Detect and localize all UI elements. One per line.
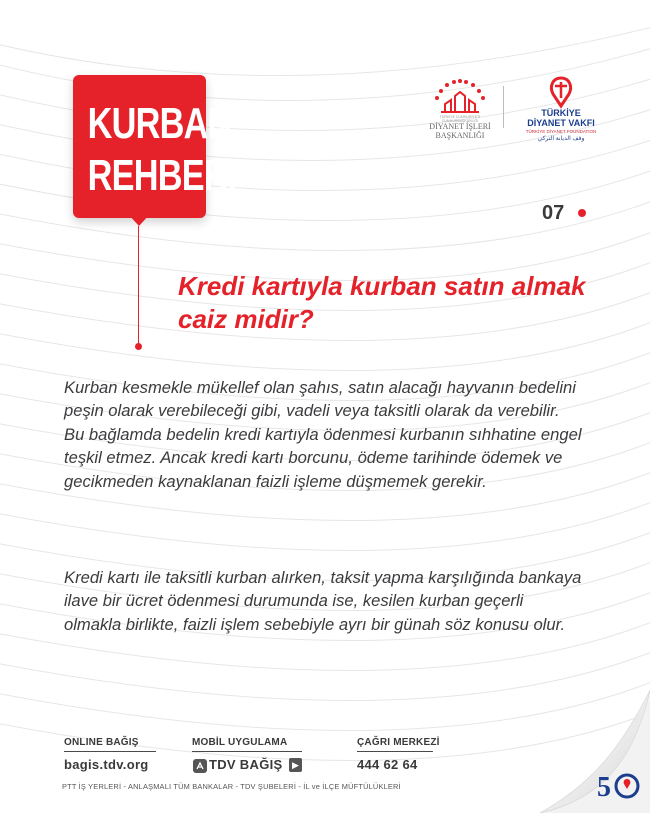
answer-paragraph-1: Kurban kesmekle mükellef olan şahıs, satın alacağı hayvanın bedelini peşin olarak verebileceği gibi, vadeli veya taksitli olarak da verebilir. Bu bağlamda bedelin kredi kartıyla ödenmesi kurbanın sıhhatine engel teşkil etmez. Ancak kredi kartı borcunu, ödeme tarihinde ödemek ve gecikmeden kaynaklanan faizli işleme düşmemek gerekir. (64, 378, 582, 491)
play-store-icon[interactable]: ▶ (289, 758, 302, 772)
online-donation-label: ONLINE BAĞIŞ (64, 737, 139, 748)
diyanet-name-line1: DİYANET İŞLERİ (429, 122, 491, 131)
svg-text:5: 5 (597, 772, 611, 803)
diyanet-name-line2: BAŞKANLIĞI (435, 131, 485, 140)
tag-title-line1: KURBAN (87, 99, 232, 148)
tdv-name (515, 108, 607, 128)
diyanet-small-caption: TÜRKİYE CUMHURİYETİ CUMHURBAŞKANLIĞI (439, 115, 481, 123)
tag-connector-line (138, 226, 139, 344)
call-center-number[interactable]: 444 62 64 (357, 757, 418, 772)
tag-connector-dot (135, 343, 142, 350)
tdv-name-line2: DİYANET VAKFI (527, 118, 595, 128)
tdv-name-line1: TÜRKİYE (541, 108, 581, 118)
page-number-dot (578, 209, 586, 217)
donation-channels-note: PTT İŞ YERLERİ - ANLAŞMALI TÜM BANKALAR - TDV ŞUBELERİ - İL ve İLÇE MÜFTÜLÜKLERİ (62, 782, 401, 791)
tag-pointer (128, 214, 150, 226)
kurban-rehberi-tag (73, 75, 237, 218)
tdv-subtitle: TÜRKİYE DİYANET FOUNDATION (525, 129, 597, 134)
online-donation-link[interactable]: bagis.tdv.org (64, 757, 149, 772)
page-number: 07 (542, 202, 565, 224)
mobile-app-name[interactable]: TDV BAĞIŞ (209, 757, 283, 772)
logo-divider (503, 86, 504, 128)
mobile-app-rule (192, 751, 302, 752)
50th-anniversary-emblem (594, 766, 644, 806)
online-donation-rule (64, 751, 156, 752)
app-store-icon[interactable] (193, 759, 207, 773)
call-center-rule (357, 751, 433, 752)
question-heading: Kredi kartıyla kurban satın almak caiz midir? (178, 271, 586, 334)
tdv-arabic-name: وقف الديانة التركي (537, 136, 585, 142)
tag-title-line2: REHBERİ (87, 151, 237, 200)
diyanet-name (418, 122, 502, 140)
call-center-label: ÇAĞRI MERKEZİ (357, 737, 440, 748)
mobile-app-label: MOBİL UYGULAMA (192, 737, 288, 748)
answer-paragraph-2: Kredi kartı ile taksitli kurban alırken, taksit yapma karşılığında bankaya ilave bir ücret ödenmesi durumunda ise, kesilen kurban geçerli olmakla birlikte, faizli işlem sebebiyle ayrı bir günah söz konusu olur. (64, 568, 582, 634)
